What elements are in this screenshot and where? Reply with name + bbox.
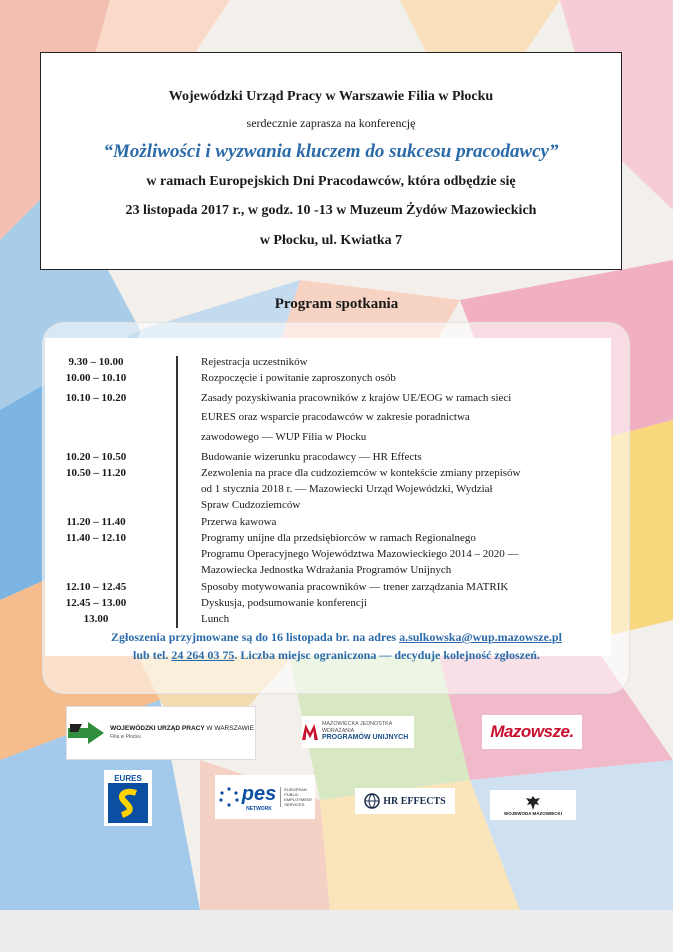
pes-line3: EMPLOYMENT bbox=[284, 797, 313, 802]
program-time: 11.20 – 11.40 bbox=[66, 516, 126, 528]
eures-s-icon bbox=[108, 783, 148, 823]
program-item: Dyskusja, podsumowanie konferencji bbox=[201, 597, 367, 609]
program-item-cont: Spraw Cudzoziemców bbox=[201, 499, 301, 511]
invite-line: serdecznie zaprasza na konferencję bbox=[246, 116, 416, 130]
arrow-icon bbox=[68, 722, 104, 744]
hr-effects-wordmark: HR EFFECTS bbox=[383, 795, 446, 807]
wup-branch: Filia w Płocku bbox=[110, 734, 141, 740]
program-time: 10.50 – 11.20 bbox=[66, 467, 126, 479]
program-item: Budowanie wizerunku pracodawcy — HR Effects bbox=[201, 451, 422, 463]
program-item: Zezwolenia na prace dla cudzoziemców w kontekście zmiany przepisów bbox=[201, 467, 521, 479]
program-time: 13.00 bbox=[83, 613, 109, 625]
pes-network: NETWORK bbox=[246, 805, 272, 812]
wojewoda-logo bbox=[490, 790, 576, 820]
mazowsze-logo bbox=[482, 715, 582, 749]
page-bottom-margin bbox=[0, 910, 673, 952]
pes-line4: SERVICES bbox=[284, 802, 305, 808]
organizer-line: Wojewódzki Urząd Pracy w Warszawie Filia w Płocku bbox=[168, 89, 494, 104]
program-heading: Program spotkania bbox=[274, 296, 399, 312]
program-item: Rozpoczęcie i powitanie zaproszonych osób bbox=[201, 372, 396, 384]
wup-logo bbox=[66, 706, 256, 760]
program-item: Zasady pozyskiwania pracowników z krajów UE/EOG w ramach sieci bbox=[201, 392, 512, 404]
program-time: 9.30 – 10.00 bbox=[68, 356, 124, 368]
hr-effects-logo bbox=[355, 788, 455, 814]
notice-text: lub tel. bbox=[133, 648, 172, 662]
stars-icon bbox=[218, 786, 240, 808]
pes-line1: EUROPEAN bbox=[284, 786, 307, 792]
wojewoda-text: WOJEWODA MAZOWIECKI bbox=[503, 810, 563, 816]
m-mark-icon bbox=[302, 723, 318, 741]
globe-icon bbox=[364, 793, 380, 809]
wup-name: WOJEWÓDZKI URZĄD PRACY bbox=[110, 724, 205, 732]
email-link[interactable]: a.sulkowska@wup.mazowsze.pl bbox=[399, 630, 562, 644]
program-time: 12.10 – 12.45 bbox=[65, 581, 127, 593]
program-item: Przerwa kawowa bbox=[201, 516, 277, 528]
notice-text: . Liczba miejsc ograniczona — decyduje kolejność zgłoszeń. bbox=[234, 648, 540, 662]
program-item-cont: zawodowego — WUP Filia w Płocku bbox=[201, 431, 367, 443]
eures-logo bbox=[104, 770, 152, 826]
program-item-cont: Mazowiecka Jednostka Wdrażania Programów Unijnych bbox=[201, 564, 452, 576]
date-line: 23 listopada 2017 r., w godz. 10 -13 w Muzeum Żydów Mazowieckich bbox=[125, 203, 537, 218]
program-time: 12.45 – 13.00 bbox=[65, 597, 127, 609]
wup-city: W WARSZAWIE bbox=[206, 724, 254, 732]
mjwpu-line2: PROGRAMÓW UNIJNYCH bbox=[321, 734, 409, 742]
mazowsze-wordmark: Mazowsze. bbox=[490, 722, 574, 741]
program-time: 10.00 – 10.10 bbox=[65, 372, 127, 384]
registration-notice-2 bbox=[0, 648, 673, 663]
eagle-icon bbox=[525, 795, 541, 811]
phone-link[interactable]: 24 264 03 75 bbox=[171, 648, 235, 662]
program-item-cont: EURES oraz wsparcie pracodawców w zakresie poradnictwa bbox=[201, 411, 470, 423]
program-item: Lunch bbox=[201, 613, 230, 625]
program-time: 10.20 – 10.50 bbox=[65, 451, 127, 463]
program-item: Sposoby motywowania pracowników — trener zarządzania MATRIK bbox=[201, 581, 509, 593]
program-item-cont: Programu Operacyjnego Województwa Mazowieckiego 2014 – 2020 — bbox=[201, 548, 519, 560]
eures-wordmark: EURES bbox=[114, 773, 142, 783]
program-time: 10.10 – 10.20 bbox=[65, 392, 127, 404]
place-line: w Płocku, ul. Kwiatka 7 bbox=[259, 233, 403, 248]
notice-text: Zgłoszenia przyjmowane są do 16 listopada br. na adres bbox=[111, 630, 400, 644]
program-divider bbox=[176, 356, 178, 628]
registration-notice bbox=[0, 630, 673, 645]
mjwpu-line1: MAZOWIECKA JEDNOSTKA WDRAŻANIA bbox=[321, 721, 393, 734]
pes-wordmark: pes bbox=[241, 782, 277, 805]
program-time: 11.40 – 12.10 bbox=[66, 532, 126, 544]
program-item: Programy unijne dla przedsiębiorców w ramach Regionalnego bbox=[201, 532, 476, 544]
pes-logo bbox=[215, 775, 315, 819]
pes-line2: PUBLIC bbox=[284, 791, 299, 797]
program-item: Rejestracja uczestników bbox=[201, 356, 308, 368]
invitation-header bbox=[40, 52, 622, 270]
context-line: w ramach Europejskich Dni Pracodawców, która odbędzie się bbox=[146, 174, 516, 189]
program-item-cont: od 1 stycznia 2018 r. — Mazowiecki Urząd Wojewódzki, Wydział bbox=[201, 483, 493, 495]
mjwpu-logo bbox=[302, 716, 414, 748]
conference-title: “Możliwości i wyzwania kluczem do sukcesu pracodawcy” bbox=[103, 141, 559, 162]
